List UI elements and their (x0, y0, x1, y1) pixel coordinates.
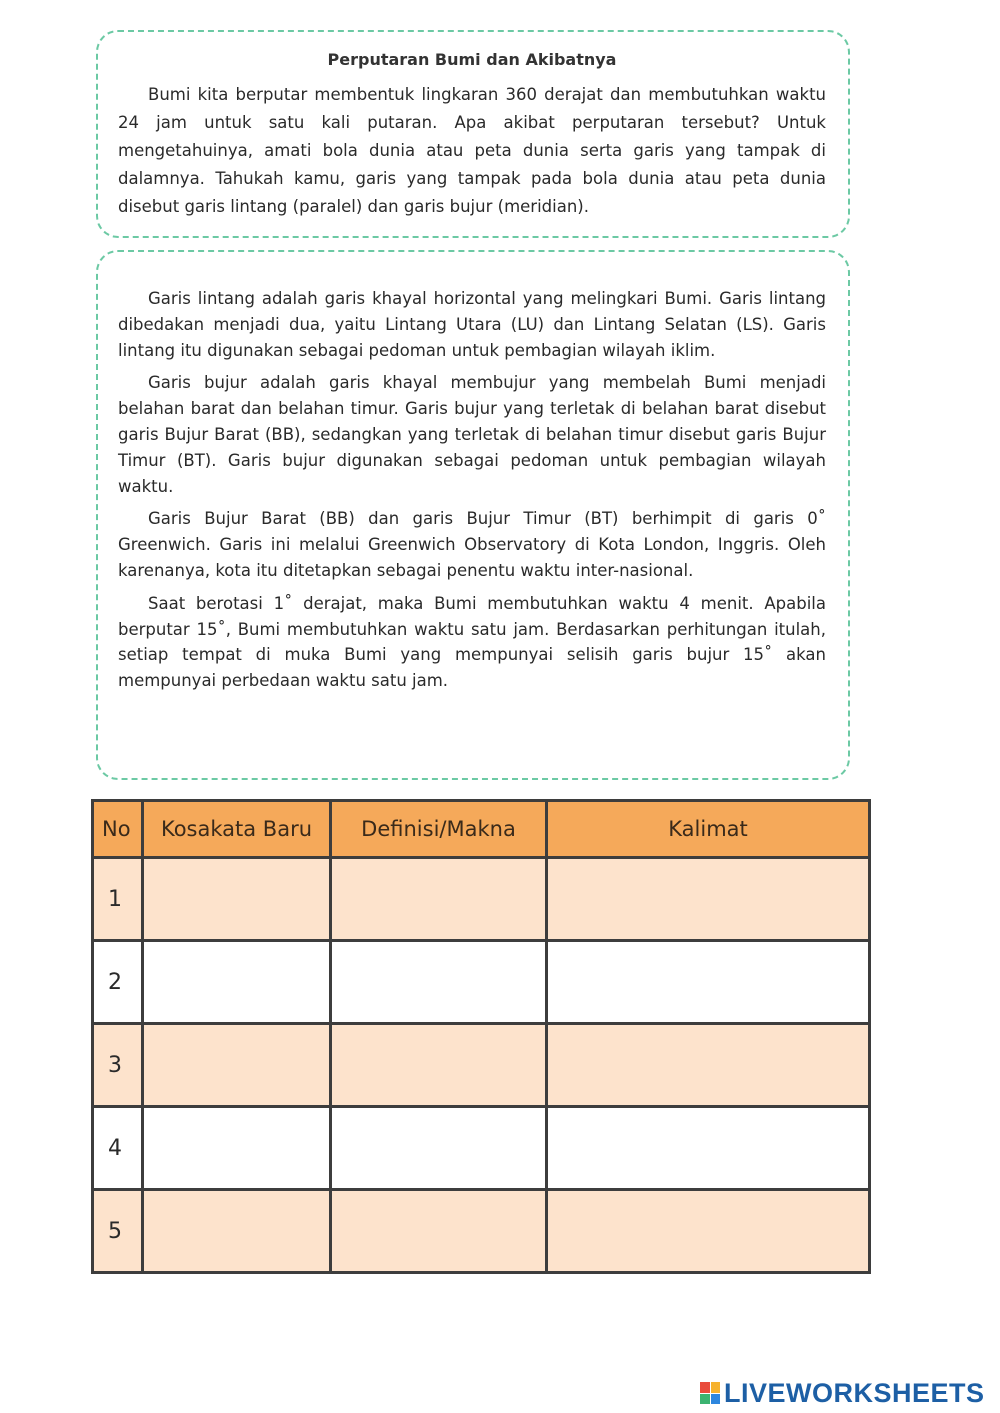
header-kosakata: Kosakata Baru (143, 801, 331, 858)
header-kalimat: Kalimat (547, 801, 870, 858)
definisi-cell[interactable] (331, 941, 547, 1024)
table-row (93, 1024, 870, 1107)
row-number: 3 (93, 1024, 143, 1107)
row-number: 2 (93, 941, 143, 1024)
table-row (93, 1107, 870, 1190)
liveworksheets-logo-icon (700, 1382, 720, 1404)
kalimat-cell[interactable] (547, 1024, 870, 1107)
table-row (93, 1190, 870, 1273)
intro-paragraph: Bumi kita berputar membentuk lingkaran 360 derajat dan membutuhkan waktu 24 jam untuk satu kali putaran. Apa akibat perputaran tersebut? Untuk mengetahuinya, amati bola dunia atau peta dunia serta garis yang tampak di dalamnya. Tahukah kamu, garis yang tampak pada bola dunia atau peta dunia disebut garis lintang (paralel) dan garis bujur (meridian). (118, 85, 826, 216)
kosakata-cell[interactable] (143, 1107, 331, 1190)
reading-paragraph-4: Saat berotasi 1˚ derajat, maka Bumi membutuhkan waktu 4 menit. Apabila berputar 15˚, Bumi membutuhkan waktu satu jam. Berdasarkan perhitungan itulah, setiap tempat di muka Bumi yang mempunyai selisih garis bujur 15˚ akan mempunyai perbedaan waktu satu jam. (118, 593, 826, 691)
intro-title: Perputaran Bumi dan Akibatnya (327, 50, 617, 69)
table-row (93, 858, 870, 941)
reading-paragraph-2: Garis bujur adalah garis khayal membujur yang membelah Bumi menjadi belahan barat dan belahan timur. Garis bujur yang terletak di belahan barat disebut garis Bujur Barat (BB), sedangkan yang terletak di belahan timur disebut garis Bujur Timur (BT). Garis bujur digunakan sebagai pedoman untuk pembagian wilayah waktu. (118, 373, 826, 496)
row-number: 4 (93, 1107, 143, 1190)
row-number: 5 (93, 1190, 143, 1273)
kosakata-cell[interactable] (143, 858, 331, 941)
brand-text: LIVEWORKSHEETS (724, 1377, 985, 1408)
header-definisi: Definisi/Makna (331, 801, 547, 858)
kalimat-cell[interactable] (547, 941, 870, 1024)
liveworksheets-brand[interactable] (700, 1378, 985, 1408)
reading-paragraph-3: Garis Bujur Barat (BB) dan garis Bujur Timur (BT) berhimpit di garis 0˚ Greenwich. Garis ini melalui Greenwich Observatory di Kota London, Inggris. Oleh karenanya, kota itu ditetapkan sebagai penentu waktu inter-nasional. (118, 509, 826, 580)
kalimat-cell[interactable] (547, 1107, 870, 1190)
kosakata-cell[interactable] (143, 1024, 331, 1107)
vocabulary-table (91, 799, 871, 1274)
intro-box (96, 30, 850, 238)
definisi-cell[interactable] (331, 1107, 547, 1190)
row-number: 1 (93, 858, 143, 941)
reading-box (96, 250, 850, 780)
header-no: No (93, 801, 143, 858)
reading-paragraph-1: Garis lintang adalah garis khayal horizontal yang melingkari Bumi. Garis lintang dibedakan menjadi dua, yaitu Lintang Utara (LU) dan Lintang Selatan (LS). Garis lintang itu digunakan sebagai pedoman untuk pembagian wilayah iklim. (118, 289, 826, 360)
kosakata-cell[interactable] (143, 941, 331, 1024)
kalimat-cell[interactable] (547, 1190, 870, 1273)
definisi-cell[interactable] (331, 1024, 547, 1107)
table-row (93, 941, 870, 1024)
kosakata-cell[interactable] (143, 1190, 331, 1273)
definisi-cell[interactable] (331, 858, 547, 941)
kalimat-cell[interactable] (547, 858, 870, 941)
definisi-cell[interactable] (331, 1190, 547, 1273)
table-header-row (93, 801, 870, 858)
